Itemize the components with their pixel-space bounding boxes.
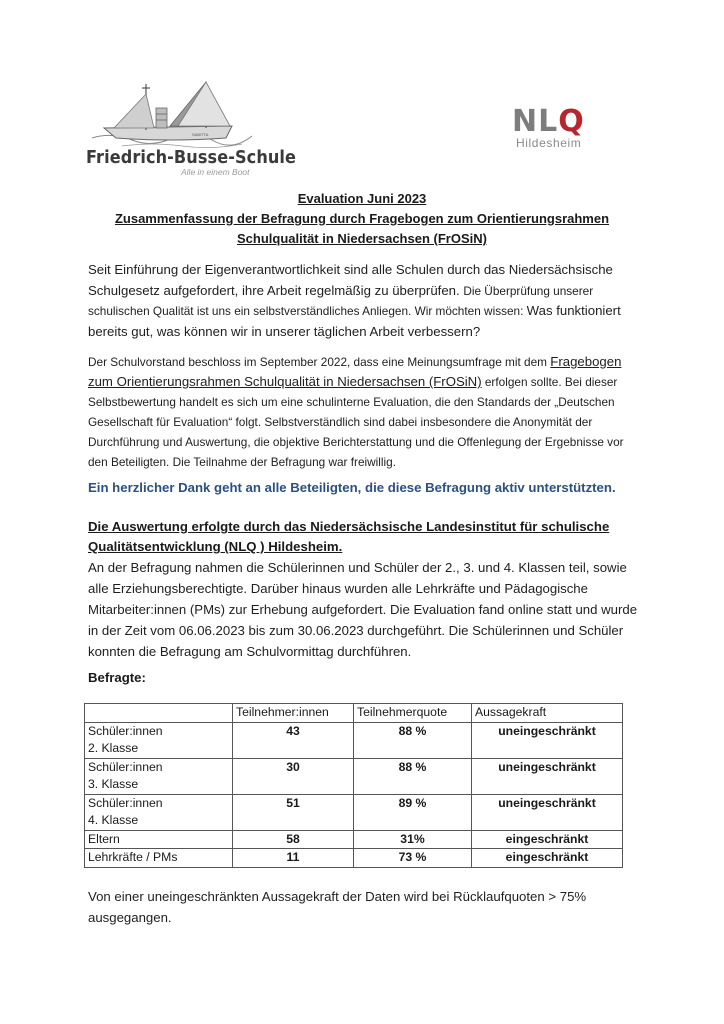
nlq-subtitle: Hildesheim [516, 136, 582, 150]
group-cell: Lehrkräfte / PMs [85, 849, 233, 868]
document-title [88, 189, 636, 249]
table-row [85, 794, 623, 830]
svg-text:SABITTA: SABITTA [192, 132, 209, 137]
validity-cell: uneingeschränkt [472, 758, 623, 794]
frosin-link[interactable]: Fragebogen zum Orientierungsrahmen Schulqualität in Niedersachsen (FrOSiN) [88, 354, 622, 389]
rate-cell: 88 % [354, 722, 472, 758]
rate-cell: 88 % [354, 758, 472, 794]
nlq-logo [512, 106, 622, 156]
footnote-paragraph: Von einer uneingeschränkten Aussagekraft der Daten wird bei Rücklaufquoten > 75% ausgegangen. [88, 889, 587, 925]
column-header: Aussagekraft [472, 704, 623, 723]
rate-cell: 73 % [354, 849, 472, 868]
column-header: Teilnehmer:innen [233, 704, 354, 723]
group-cell: Schüler:innen 3. Klasse [85, 758, 233, 794]
group-cell: Schüler:innen 2. Klasse [85, 722, 233, 758]
table-header-row [85, 704, 623, 723]
title-line-1: Evaluation Juni 2023 [297, 191, 427, 206]
table-row [85, 722, 623, 758]
background-paragraph: Der Schulvorstand beschloss im September 2022, dass eine Meinungsumfrage mit dem Fragebogen zum Orientierungsrahmen Schulqualität in Niedersachsen (FrOSiN) erfolgen sollte. Bei dieser Selbstbewertung handelt es sich um eine schulinterne Evaluation, die den Standards der „Deutschen Gesellschaft für Evaluation“ folgt. Selbstverständlich sind dabei insbesondere die Anonymität der Durchführung und Auswertung, die objektive Berichterstattung und die Offenlegung der Ergebnisse vor den Beteiligten. Die Teilnahme der Befragung war freiwillig. [88, 354, 624, 469]
thanks-note: Ein herzlicher Dank geht an alle Beteiligten, die diese Befragung aktiv unterstützten. [88, 480, 616, 495]
sailing-boat-icon [92, 80, 252, 152]
validity-cell: eingeschränkt [472, 849, 623, 868]
participants-cell: 11 [233, 849, 354, 868]
evaluation-heading: Die Auswertung erfolgte durch das Niedersächsische Landesinstitut für schulische Qualitätsentwicklung (NLQ ) Hildesheim. [88, 519, 610, 554]
table-row [85, 830, 623, 849]
column-header [85, 704, 233, 723]
nlq-wordmark: NLQ [512, 104, 585, 139]
title-line-2: Zusammenfassung der Befragung durch Fragebogen zum Orientierungsrahmen [114, 211, 610, 226]
title-line-3: Schulqualität in Niedersachsen (FrOSiN) [237, 231, 487, 246]
intro-paragraph: Seit Einführung der Eigenverantwortlichkeit sind alle Schulen durch das Niedersächsische Schulgesetz aufgefordert, ihre Arbeit regelmäßig zu überprüfen. Die Überprüfung unserer schulischen Qualität ist uns ein selbstverständliches Anliegen. Wir möchten wissen: Was funktioniert bereits gut, was können wir in unserer täglichen Arbeit verbessern? [88, 262, 621, 339]
table-row [85, 758, 623, 794]
group-cell: Eltern [85, 830, 233, 849]
group-cell: Schüler:innen 4. Klasse [85, 794, 233, 830]
participants-cell: 30 [233, 758, 354, 794]
participants-cell: 51 [233, 794, 354, 830]
school-name: Friedrich-Busse-Schule [86, 148, 297, 168]
respondents-heading: Befragte: [88, 670, 146, 685]
evaluation-paragraph: An der Befragung nahmen die Schülerinnen und Schüler der 2., 3. und 4. Klassen teil, sowie alle Erziehungsberechtigte. Darüber hinaus wurden alle Lehrkräfte und Pädagogische Mitarbeiter:innen (PMs) zur Erhebung aufgefordert. Die Evaluation fand online statt und wurde in der Zeit vom 06.06.2023 bis zum 30.06.2023 durchgeführt. Die Schülerinnen und Schüler konnten die Befragung am Schulvormittag durchführen. [88, 560, 638, 659]
school-logo [86, 80, 297, 180]
participants-cell: 43 [233, 722, 354, 758]
rate-cell: 31% [354, 830, 472, 849]
column-header: Teilnehmerquote [354, 704, 472, 723]
validity-cell: uneingeschränkt [472, 794, 623, 830]
rate-cell: 89 % [354, 794, 472, 830]
school-slogan: Alle in einem Boot [181, 167, 250, 177]
participants-cell: 58 [233, 830, 354, 849]
respondents-table [84, 703, 623, 868]
validity-cell: uneingeschränkt [472, 722, 623, 758]
table-row [85, 849, 623, 868]
validity-cell: eingeschränkt [472, 830, 623, 849]
